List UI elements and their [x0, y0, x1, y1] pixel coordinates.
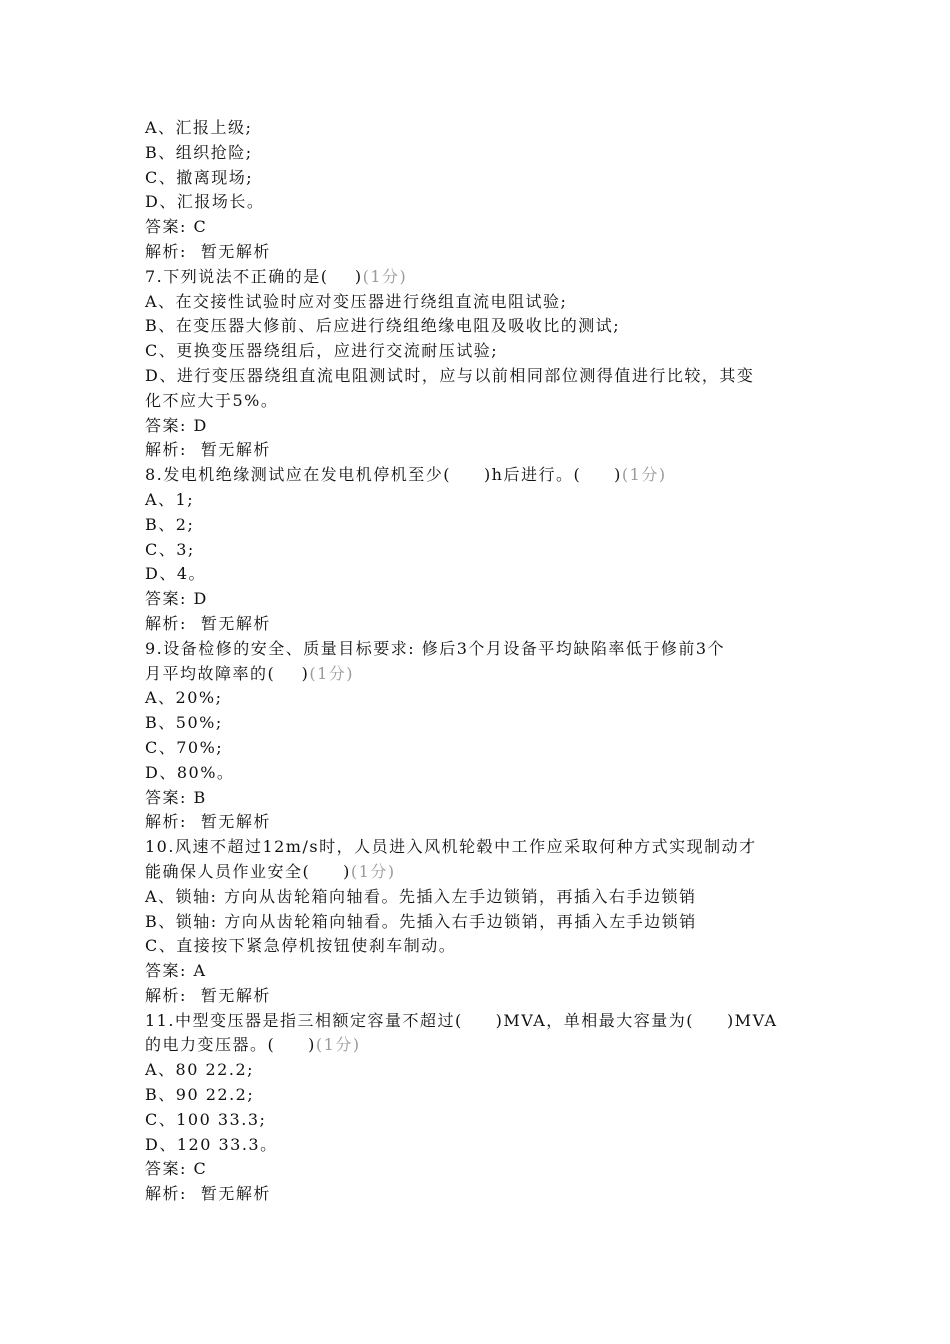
option-c: C、3; — [145, 539, 195, 559]
question-stem — [145, 265, 825, 290]
analysis-value: 暂无解析 — [200, 1184, 271, 1204]
option-d: D、进行变压器绕组直流电阻测试时，应与以前相同部位测得值进行比较，其变 — [145, 365, 755, 385]
answer: 答案: D — [145, 589, 208, 609]
option-d: D、4。 — [145, 564, 207, 584]
option-b: B、50%; — [145, 713, 223, 733]
answer: 答案: D — [145, 415, 208, 435]
option-a: A、在交接性试验时应对变压器进行绕组直流电阻试验; — [145, 291, 568, 311]
option-b: B、90 22.2; — [145, 1085, 255, 1105]
analysis — [145, 612, 825, 637]
question-stem-text: 月平均故障率的( ) — [145, 663, 310, 683]
question-stem-continued — [145, 662, 825, 687]
answer: 答案: B — [145, 787, 207, 807]
option-a: A、汇报上级; — [145, 118, 253, 137]
option-a: A、锁轴: 方向从齿轮箱向轴看。先插入左手边锁销，再插入右手边锁销 — [145, 886, 697, 906]
option-d: D、120 33.3。 — [145, 1134, 278, 1154]
question-10 — [145, 835, 825, 1009]
option-c: C、撤离现场; — [145, 167, 254, 187]
analysis-label: 解析: — [145, 1184, 187, 1204]
question-score: (1分) — [362, 266, 408, 286]
analysis-value: 暂无解析 — [200, 440, 271, 460]
option-c: C、70%; — [145, 737, 224, 757]
question-stem-continued — [145, 1033, 825, 1058]
option-c: C、100 33.3; — [145, 1109, 267, 1129]
question-score: (1分) — [621, 465, 667, 485]
question-stem: 11.中型变压器是指三相额定容量不超过( )MVA，单相最大容量为( )MVA — [145, 1010, 778, 1030]
answer: 答案: C — [145, 217, 208, 237]
analysis-value: 暂无解析 — [200, 985, 271, 1005]
option-c: C、直接按下紧急停机按钮使刹车制动。 — [145, 936, 457, 956]
analysis-value: 暂无解析 — [200, 812, 271, 832]
analysis — [145, 810, 825, 835]
option-d: D、80%。 — [145, 762, 235, 782]
question-stem-text: 的电力变压器。( ) — [145, 1035, 316, 1055]
question-stem-text: 7.下列说法不正确的是( ) — [145, 266, 363, 286]
answer: 答案: A — [145, 961, 207, 981]
answer: 答案: C — [145, 1159, 208, 1179]
question-stem: 9.设备检修的安全、质量目标要求: 修后3个月设备平均缺陷率低于修前3个 — [145, 638, 726, 658]
question-9 — [145, 637, 825, 835]
analysis-label: 解析: — [145, 985, 187, 1005]
question-stem-text: 能确保人员作业安全( ) — [145, 861, 351, 881]
analysis-value: 暂无解析 — [200, 241, 271, 261]
analysis — [145, 240, 825, 265]
document-page — [145, 116, 825, 1207]
question-8 — [145, 463, 825, 637]
analysis-label: 解析: — [145, 613, 187, 633]
option-d: D、汇报场长。 — [145, 192, 265, 212]
analysis-label: 解析: — [145, 440, 187, 460]
question-score: (1分) — [315, 1035, 361, 1055]
analysis-value: 暂无解析 — [200, 613, 271, 633]
question-score: (1分) — [309, 663, 355, 683]
option-a: A、1; — [145, 489, 195, 509]
option-b: B、组织抢险; — [145, 142, 253, 162]
question-7 — [145, 265, 825, 463]
analysis — [145, 984, 825, 1009]
question-stem-continued — [145, 860, 825, 885]
option-c: C、更换变压器绕组后，应进行交流耐压试验; — [145, 341, 499, 361]
question-score: (1分) — [350, 861, 396, 881]
option-b: B、2; — [145, 514, 195, 534]
analysis — [145, 1182, 825, 1207]
question-11 — [145, 1009, 825, 1207]
option-b: B、在变压器大修前、后应进行绕组绝缘电阻及吸收比的测试; — [145, 316, 621, 336]
question-stem: 10.风速不超过12m/s时，人员进入风机轮毂中工作应采取何种方式实现制动才 — [145, 837, 757, 857]
analysis — [145, 438, 825, 463]
option-b: B、锁轴: 方向从齿轮箱向轴看。先插入右手边锁销，再插入左手边锁销 — [145, 911, 697, 931]
question-6-tail — [145, 116, 825, 265]
option-d-continued: 化不应大于5%。 — [145, 390, 279, 410]
option-a: A、20%; — [145, 688, 223, 708]
analysis-label: 解析: — [145, 241, 187, 261]
analysis-label: 解析: — [145, 812, 187, 832]
question-stem — [145, 463, 825, 488]
option-a: A、80 22.2; — [145, 1060, 255, 1080]
question-stem-text: 8.发电机绝缘测试应在发电机停机至少( )h后进行。( ) — [145, 465, 622, 485]
